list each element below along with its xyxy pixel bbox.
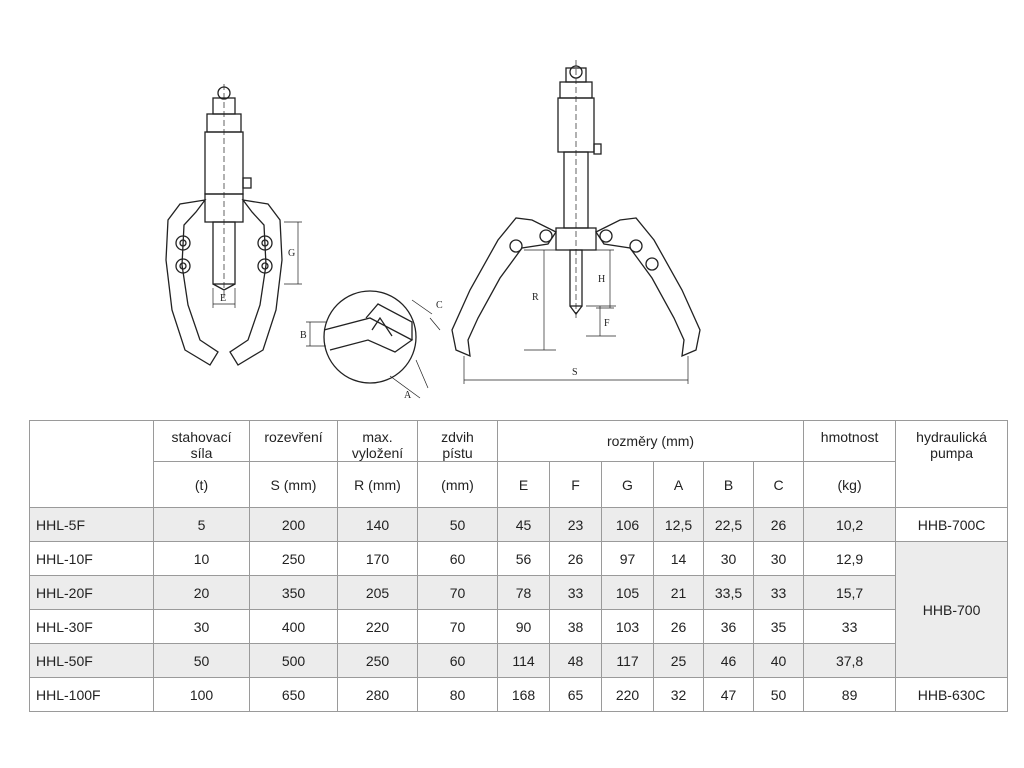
spread-cell: 650 [250,678,338,712]
dim-label-a: A [404,390,412,401]
force-cell: 10 [154,542,250,576]
spread-cell: 200 [250,508,338,542]
reach-cell: 205 [338,576,418,610]
dim-col-g: G [602,462,654,508]
force-cell: 5 [154,508,250,542]
reach-cell: 140 [338,508,418,542]
reach-cell: 170 [338,542,418,576]
force-cell: 100 [154,678,250,712]
weight-cell: 33 [804,610,896,644]
reach-header-line1: max. [362,429,393,445]
a-cell: 32 [654,678,704,712]
dim-col-b: B [704,462,754,508]
g-cell: 220 [602,678,654,712]
e-cell: 78 [498,576,550,610]
stroke-cell: 60 [418,542,498,576]
f-cell: 23 [550,508,602,542]
spread-header-label: rozevření [264,429,323,445]
c-cell: 26 [754,508,804,542]
stroke-cell: 70 [418,610,498,644]
stroke-header [418,421,498,462]
specification-table [29,420,1008,712]
f-cell: 38 [550,610,602,644]
table-row [30,542,1008,576]
weight-header-label: hmotnost [820,429,879,445]
reach-cell: 280 [338,678,418,712]
weight-header [804,421,896,462]
g-cell: 117 [602,644,654,678]
stroke-cell: 50 [418,508,498,542]
weight-cell: 12,9 [804,542,896,576]
dim-col-f: F [550,462,602,508]
b-cell: 33,5 [704,576,754,610]
reach-header-line2: vyložení [351,445,404,461]
g-cell: 103 [602,610,654,644]
a-cell: 21 [654,576,704,610]
c-cell: 35 [754,610,804,644]
a-cell: 12,5 [654,508,704,542]
reach-cell: 220 [338,610,418,644]
stroke-cell: 70 [418,576,498,610]
model-cell: HHL-5F [30,508,154,542]
weight-cell: 15,7 [804,576,896,610]
e-cell: 168 [498,678,550,712]
dim-label-h: H [598,274,606,285]
g-cell: 105 [602,576,654,610]
dim-label-r: R [532,292,539,303]
model-cell: HHL-10F [30,542,154,576]
model-cell: HHL-50F [30,644,154,678]
a-cell: 26 [654,610,704,644]
table-row [30,576,1008,610]
f-cell: 48 [550,644,602,678]
force-cell: 20 [154,576,250,610]
spread-cell: 400 [250,610,338,644]
f-cell: 33 [550,576,602,610]
g-cell: 97 [602,542,654,576]
open-puller-drawing [452,60,700,384]
e-cell: 45 [498,508,550,542]
stroke-cell: 60 [418,644,498,678]
dim-col-c: C [754,462,804,508]
model-cell: HHL-100F [30,678,154,712]
stroke-unit: (mm) [418,462,498,508]
spread-cell: 500 [250,644,338,678]
a-cell: 25 [654,644,704,678]
g-cell: 106 [602,508,654,542]
stroke-header-line2: pístu [442,445,473,461]
c-cell: 33 [754,576,804,610]
spread-cell: 250 [250,542,338,576]
dim-label-s: S [572,367,578,378]
c-cell: 30 [754,542,804,576]
pump-header-line2: pumpa [930,445,973,461]
reach-header [338,421,418,462]
pump-header-line1: hydraulická [916,429,987,445]
force-cell: 30 [154,610,250,644]
b-cell: 36 [704,610,754,644]
dimensions-header: rozměry (mm) [498,421,804,462]
b-cell: 30 [704,542,754,576]
table-row [30,610,1008,644]
reach-unit: R (mm) [338,462,418,508]
closed-puller-drawing [166,84,302,365]
e-cell: 114 [498,644,550,678]
force-cell: 50 [154,644,250,678]
c-cell: 40 [754,644,804,678]
spread-header [250,421,338,462]
pump-merged-cell: HHB-700 [896,542,1008,678]
c-cell: 50 [754,678,804,712]
spread-unit: S (mm) [250,462,338,508]
e-cell: 56 [498,542,550,576]
f-cell: 26 [550,542,602,576]
model-header-cell [30,421,154,508]
b-cell: 47 [704,678,754,712]
stroke-cell: 80 [418,678,498,712]
dim-label-e: E [220,293,227,304]
pump-cell: HHB-700C [896,508,1008,542]
weight-cell: 10,2 [804,508,896,542]
pump-cell: HHB-630C [896,678,1008,712]
f-cell: 65 [550,678,602,712]
reach-cell: 250 [338,644,418,678]
b-cell: 46 [704,644,754,678]
model-cell: HHL-30F [30,610,154,644]
model-cell: HHL-20F [30,576,154,610]
stroke-header-line1: zdvih [441,429,474,445]
dim-label-f: F [604,318,610,329]
weight-cell: 89 [804,678,896,712]
a-cell: 14 [654,542,704,576]
spread-cell: 350 [250,576,338,610]
dim-col-e: E [498,462,550,508]
force-header-line1: stahovací [171,429,232,445]
force-unit: (t) [154,462,250,508]
force-header-line2: síla [190,445,213,461]
dim-label-c: C [436,300,443,311]
pump-header [896,421,1008,508]
table-row [30,678,1008,712]
table-row [30,644,1008,678]
weight-unit: (kg) [804,462,896,508]
table-row [30,508,1008,542]
weight-cell: 37,8 [804,644,896,678]
jaw-detail-drawing [306,291,440,398]
dim-label-b: B [300,330,307,341]
dim-col-a: A [654,462,704,508]
dim-label-g: G [288,248,296,259]
force-header [154,421,250,462]
e-cell: 90 [498,610,550,644]
b-cell: 22,5 [704,508,754,542]
